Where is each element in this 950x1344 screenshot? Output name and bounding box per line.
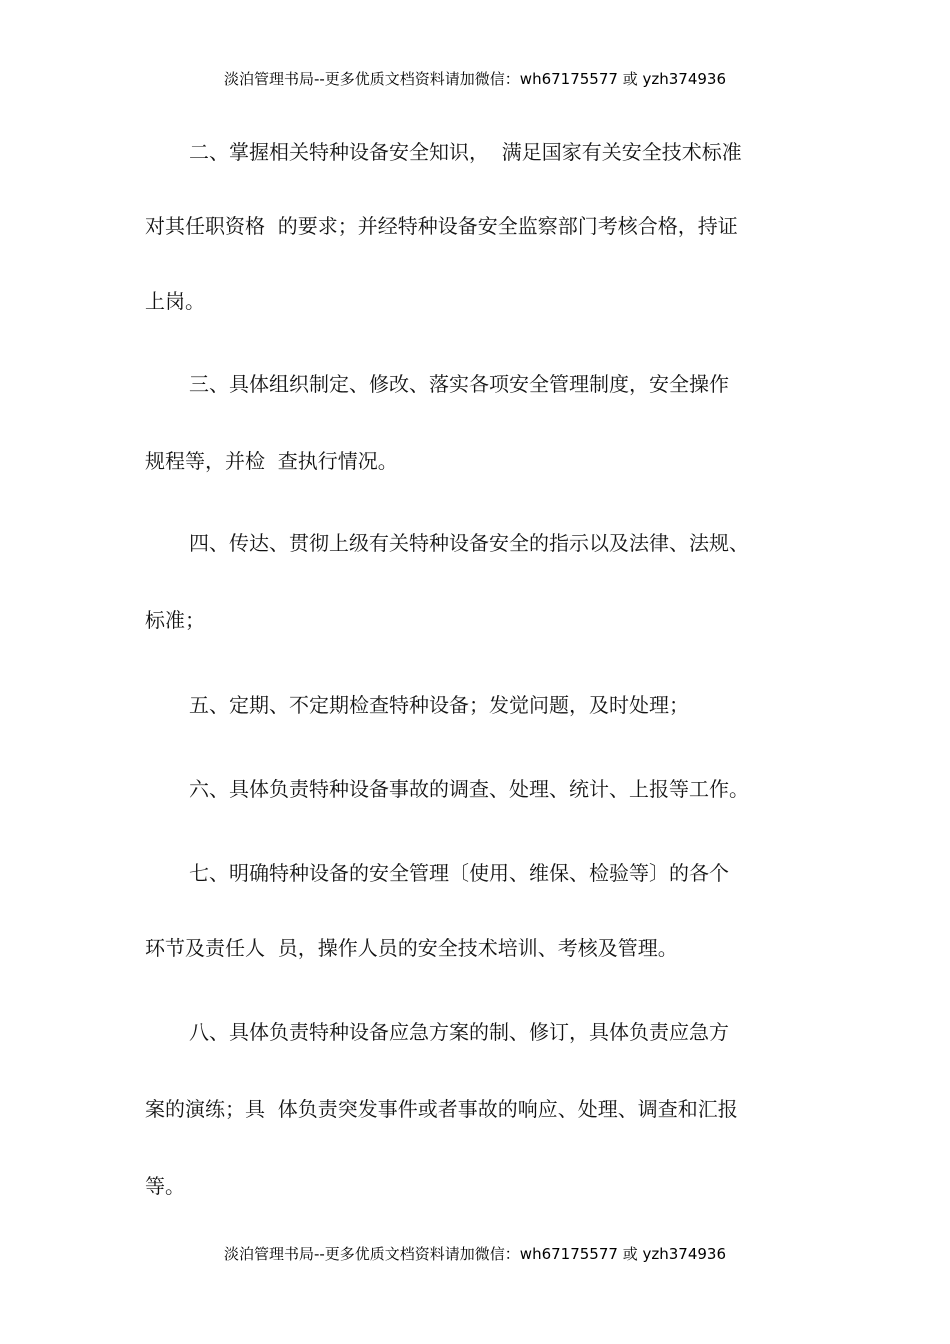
paragraph-line: 三、具体组织制定、修改、落实各项安全管理制度，安全操作: [189, 372, 729, 396]
paragraph-line: 七、明确特种设备的安全管理〔使用、维保、检验等〕的各个: [189, 861, 729, 885]
paragraph-line: 五、定期、不定期检查特种设备；发觉问题，及时处理；: [189, 693, 689, 717]
paragraph-line: 四、传达、贯彻上级有关特种设备安全的指示以及法律、法规、: [189, 531, 749, 555]
paragraph-line: 上岗。: [145, 289, 205, 313]
paragraph-line: 等。: [145, 1174, 185, 1198]
paragraph-line: 标准；: [145, 608, 205, 632]
paragraph-line: 案的演练；具 体负责突发事件或者事故的响应、处理、调查和汇报: [145, 1097, 738, 1121]
paragraph-line: 六、具体负责特种设备事故的调查、处理、统计、上报等工作。: [189, 777, 749, 801]
paragraph-line: 规程等，并检 查执行情况。: [145, 449, 398, 473]
page-footer: 淡泊管理书局--更多优质文档资料请加微信：wh67175577 或 yzh374936: [223, 1245, 726, 1263]
paragraph-line: 二、掌握相关特种设备安全知识， 满足国家有关安全技术标准: [189, 140, 742, 164]
paragraph-line: 环节及责任人 员，操作人员的安全技术培训、考核及管理。: [145, 936, 678, 960]
paragraph-line: 八、具体负责特种设备应急方案的制、修订，具体负责应急方: [189, 1020, 729, 1044]
page-header: 淡泊管理书局--更多优质文档资料请加微信：wh67175577 或 yzh374936: [223, 70, 726, 88]
paragraph-line: 对其任职资格 的要求；并经特种设备安全监察部门考核合格，持证: [145, 214, 738, 238]
